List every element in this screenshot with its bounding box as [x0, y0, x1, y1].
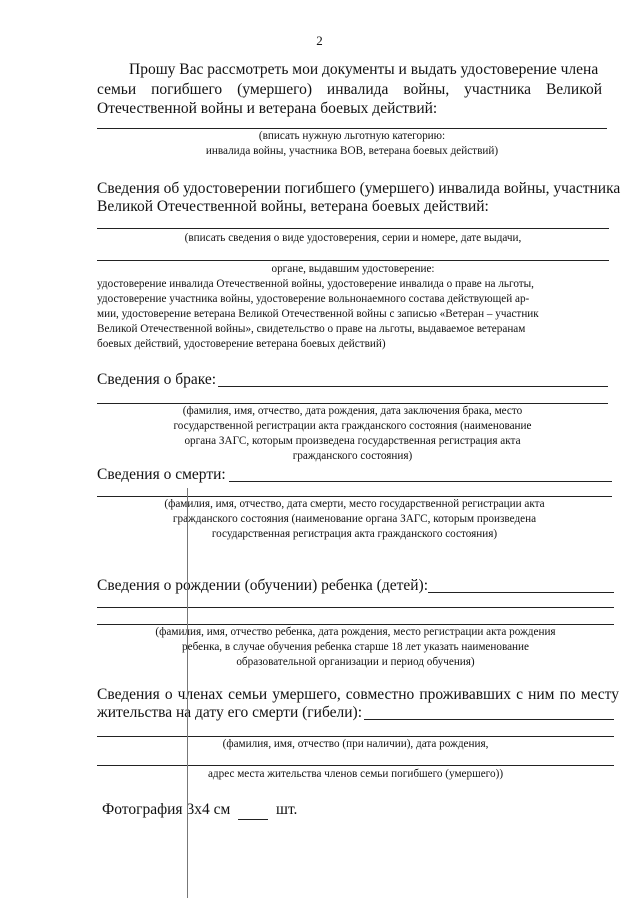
page-number: 2 [316, 33, 323, 48]
child-input-line-1[interactable] [97, 607, 614, 608]
child-input-line-2[interactable] [97, 624, 614, 625]
marriage-input-inline[interactable] [218, 386, 608, 387]
marriage-hint-4: гражданского состояния) [292, 450, 413, 462]
certificate-list-3: мии, удостоверение ветерана Великой Отечественной войны с записью «Ветеран – участник [97, 308, 539, 320]
certificate-list-4: Великой Отечественной войны», свидетельство о праве на льготы, выдаваемое ветеранам [97, 323, 526, 335]
child-hint-2: ребенка, в случае обучения ребенка старше 18 лет указать наименование [182, 641, 529, 653]
photo-label: Фотография 3х4 см [102, 801, 231, 818]
death-hint-2: гражданского состояния (наименование органа ЗАГС, которым произведена [172, 513, 537, 525]
death-label: Сведения о смерти: [97, 466, 226, 483]
photo-line [102, 801, 297, 820]
category-hint-2: инвалида войны, участника ВОВ, ветерана боевых действий) [205, 145, 499, 157]
child-input-inline[interactable] [428, 592, 614, 593]
marriage-hint-1: (фамилия, имя, отчество, дата рождения, дата заключения брака, место [182, 405, 523, 417]
family-input-line-1[interactable] [97, 736, 614, 737]
scan-artifact-line [187, 488, 188, 898]
photo-count-input[interactable] [238, 801, 268, 820]
certificate-input-line-2[interactable] [97, 260, 609, 261]
category-input-line[interactable] [97, 128, 607, 129]
family-hint-2: адрес места жительства членов семьи погибшего (умершего)) [207, 768, 504, 780]
child-hint-3: образовательной организации и период обучения) [236, 656, 475, 668]
death-hint-3: государственная регистрация акта гражданского состояния) [211, 528, 498, 540]
marriage-hint-3: органа ЗАГС, которым произведена государственная регистрация акта [184, 435, 521, 447]
marriage-input-line[interactable] [97, 403, 608, 404]
marriage-label: Сведения о браке: [97, 371, 217, 388]
death-hint-1: (фамилия, имя, отчество, дата смерти, место государственной регистрации акта [164, 498, 545, 510]
certificate-heading-2: Великой Отечественной войны, ветерана боевых действий: [97, 198, 489, 215]
death-input-inline[interactable] [229, 481, 612, 482]
certificate-hint-2: органе, выдавшим удостоверение: [271, 263, 435, 275]
request-line-1: Прошу Вас рассмотреть мои документы и выдать удостоверение члена [129, 61, 599, 78]
child-label: Сведения о рождении (обучении) ребенка (детей): [97, 577, 429, 594]
family-label-1: Сведения о членах семьи умершего, совместно проживавших с ним по месту [97, 686, 619, 703]
death-input-line[interactable] [97, 496, 612, 497]
certificate-hint-1: (вписать сведения о виде удостоверения, серии и номере, дате выдачи, [184, 232, 522, 244]
category-hint-1: (вписать нужную льготную категорию: [258, 130, 446, 142]
certificate-list-5: боевых действий, удостоверение ветерана боевых действий) [97, 338, 386, 350]
request-line-2: семьи погибшего (умершего) инвалида войны, участника Великой [97, 81, 602, 98]
family-input-line-2[interactable] [97, 765, 614, 766]
family-input-inline[interactable] [364, 719, 614, 720]
certificate-list-2: удостоверение участника войны, удостоверение вольнонаемного состава действующей ар- [97, 293, 530, 305]
family-label-2: жительства на дату его смерти (гибели): [97, 704, 362, 721]
photo-unit: шт. [276, 801, 298, 818]
marriage-hint-2: государственной регистрации акта гражданского состояния (наименование [173, 420, 532, 432]
child-hint-1: (фамилия, имя, отчество ребенка, дата рождения, место регистрации акта рождения [155, 626, 556, 638]
certificate-list-1: удостоверение инвалида Отечественной войны, удостоверение инвалида о праве на льготы, [97, 278, 534, 290]
request-line-3: Отечественной войны и ветерана боевых действий: [97, 100, 438, 117]
certificate-heading-1: Сведения об удостоверении погибшего (умершего) инвалида войны, участника [97, 180, 621, 197]
family-hint-1: (фамилия, имя, отчество (при наличии), дата рождения, [222, 738, 489, 750]
certificate-input-line-1[interactable] [97, 228, 609, 229]
